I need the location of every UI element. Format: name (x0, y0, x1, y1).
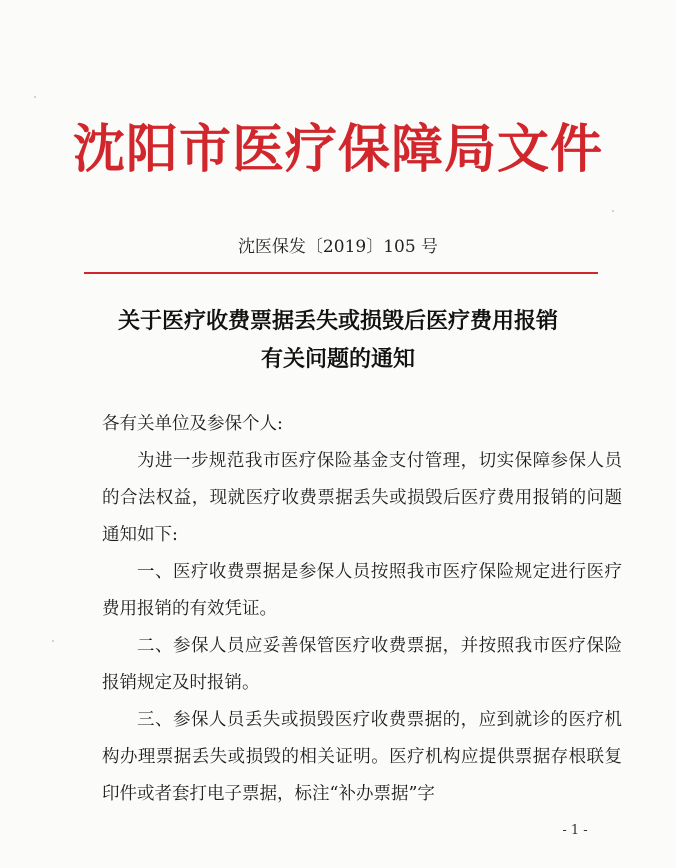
notice-title (0, 302, 676, 378)
paragraph-item-3: 三、参保人员丢失或损毁医疗收费票据的，应到就诊的医疗机构办理票据丢失或损毁的相关证明。医疗机构应提供票据存根联复印件或者套打电子票据，标注“补办票据”字 (102, 710, 622, 804)
red-divider-line (84, 272, 598, 274)
notice-body (102, 406, 622, 813)
page-number: - 1 - (562, 823, 588, 838)
paragraph-item-1: 一、医疗收费票据是参保人员按照我市医疗保险规定进行医疗费用报销的有效凭证。 (102, 562, 622, 619)
notice-title-line-2: 有关问题的通知 (260, 346, 415, 372)
issuing-authority-header: 沈阳市医疗保障局文件 (72, 119, 603, 180)
scan-speck (34, 96, 36, 98)
paragraph-intro: 为进一步规范我市医疗保险基金支付管理，切实保障参保人员的合法权益，现就医疗收费票据丢失或损毁后医疗费用报销的问题通知如下: (102, 451, 622, 545)
scan-speck (612, 210, 614, 212)
scan-speck (52, 640, 54, 642)
salutation: 各有关单位及参保个人: (102, 414, 283, 434)
paragraph-item-2: 二、参保人员应妥善保管医疗收费票据，并按照我市医疗保险报销规定及时报销。 (102, 636, 622, 693)
document-number: 沈医保发〔2019〕105 号 (237, 237, 439, 257)
notice-title-line-1: 关于医疗收费票据丢失或损毁后医疗费用报销 (117, 308, 558, 334)
